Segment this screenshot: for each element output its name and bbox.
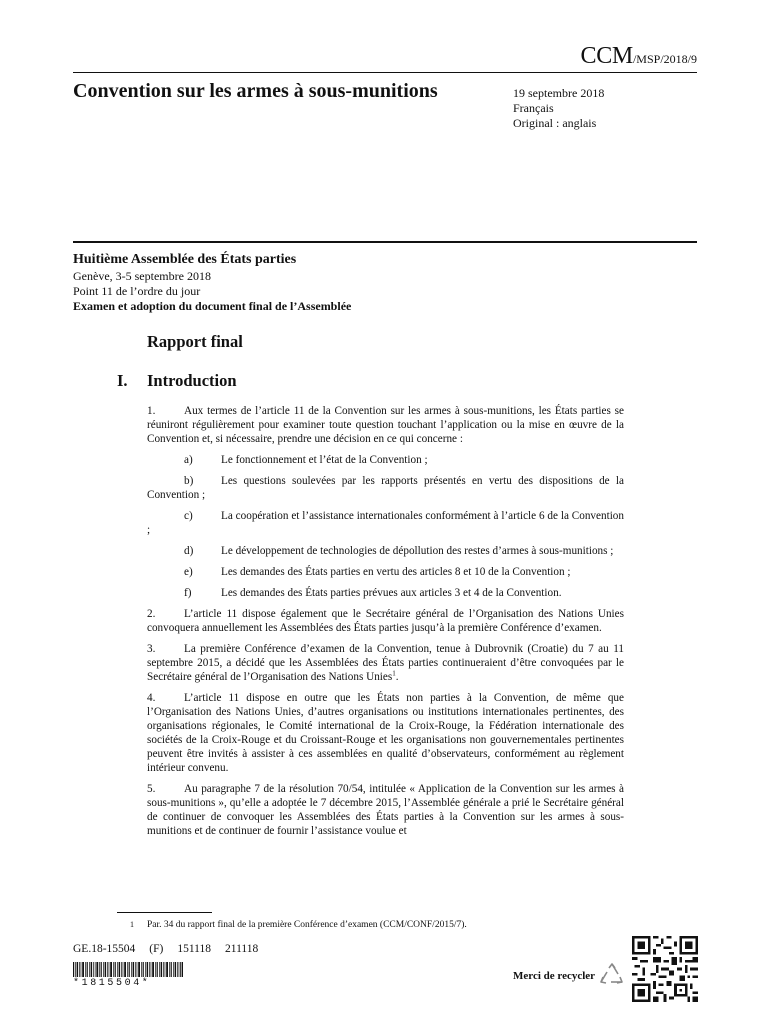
paragraph-2 bbox=[147, 607, 624, 635]
symbol-main: CCM bbox=[580, 43, 633, 69]
list-text: La coopération et l’assistance internationales conformément à l’article 6 de la Convention ; bbox=[147, 510, 624, 536]
paragraph-number: 2. bbox=[147, 608, 156, 620]
list-letter: e) bbox=[184, 566, 193, 578]
document-body bbox=[147, 404, 624, 845]
paragraph-3 bbox=[147, 642, 624, 684]
agenda-item: Point 11 de l’ordre du jour bbox=[73, 284, 201, 298]
job-number: GE.18-15504 bbox=[73, 943, 136, 955]
document-date: 19 septembre 2018 bbox=[513, 86, 605, 100]
paragraph-4 bbox=[147, 691, 624, 775]
list-letter: a) bbox=[184, 454, 193, 466]
report-title: Rapport final bbox=[147, 332, 243, 351]
list-item bbox=[147, 565, 624, 579]
list-text: Les demandes des États parties prévues aux articles 3 et 4 de la Convention. bbox=[221, 587, 562, 599]
convention-title: Convention sur les armes à sous-munitions bbox=[73, 80, 438, 102]
header-rule bbox=[73, 72, 697, 73]
list-item bbox=[147, 474, 624, 502]
job-language: (F) bbox=[149, 943, 164, 955]
paragraph-text: La première Conférence d’examen de la Convention, tenue à Dubrovnik (Croatie) du 7 au 11 septembre 2015, a décidé que les Assemblées des États parties continueraient d’être convoquées par le Secrétaire général de l’Organisation des Nations Unies bbox=[147, 643, 624, 683]
list-item bbox=[147, 509, 624, 537]
qr-code-image bbox=[632, 936, 698, 1002]
symbol-suffix: /MSP/2018/9 bbox=[632, 52, 697, 66]
paragraph-text: L’article 11 dispose également que le Secrétaire général de l’Organisation des Nations Unies convoquera annuellement les Assemblées des États parties jusqu’à la première Conférence d’examen. bbox=[147, 608, 624, 634]
paragraph-text: Aux termes de l’article 11 de la Convention sur les armes à sous-munitions, les États parties se réuniront régulièrement pour examiner toute question touchant l’application ou la mise en œuvre de la Convention et, si nécessaire, prendre une décision en ce qui concerne : bbox=[147, 405, 624, 445]
job-date-1: 151118 bbox=[177, 943, 212, 955]
list-letter: b) bbox=[184, 475, 194, 487]
list-text: Le fonctionnement et l’état de la Convention ; bbox=[221, 454, 428, 466]
paragraph-number: 4. bbox=[147, 692, 156, 704]
job-date-2: 211118 bbox=[225, 943, 259, 955]
list-letter: f) bbox=[184, 587, 192, 599]
job-number-line bbox=[73, 943, 272, 955]
footnote-mark: 1 bbox=[130, 920, 134, 929]
meeting-title: Huitième Assemblée des États parties bbox=[73, 252, 297, 267]
section-title: Introduction bbox=[147, 371, 237, 390]
paragraph-number: 3. bbox=[147, 643, 156, 655]
document-meta bbox=[513, 86, 604, 131]
footnote-text: Par. 34 du rapport final de la première Conférence d’examen (CCM/CONF/2015/7). bbox=[147, 920, 467, 930]
paragraph-1 bbox=[147, 404, 624, 446]
list-item bbox=[147, 453, 624, 467]
barcode-image bbox=[73, 962, 183, 977]
paragraph-number: 1. bbox=[147, 405, 156, 417]
recycle-icon bbox=[598, 962, 626, 990]
meeting-info bbox=[73, 251, 573, 314]
list-text: Le développement de technologies de dépollution des restes d’armes à sous-munitions ; bbox=[221, 545, 614, 557]
section-rule bbox=[73, 241, 697, 243]
list-text: Les questions soulevées par les rapports présentés en vertu des dispositions de la Convention ; bbox=[147, 475, 624, 501]
paragraph-text: L’article 11 dispose en outre que les États non parties à la Convention, de même que l’Organisation des Nations Unies, d’autres organisations ou institutions internationales pertinentes, des organisations régionales, le Comité international de la Croix-Rouge, la Fédération internationale des sociétés de la Croix-Rouge et du Croissant-Rouge et les organisations non gouvernementales pertinentes peuvent être invités à assister à ces assemblées en qualité d’observateurs, conformément au règlement intérieur convenu. bbox=[147, 692, 624, 774]
paragraph-end: . bbox=[395, 671, 399, 683]
paragraph-text: Au paragraphe 7 de la résolution 70/54, intitulée « Application de la Convention sur les armes à sous-munitions », qu’elle a adoptée le 7 décembre 2015, l’Assemblée générale a prié le Secrétaire général de continuer de convoquer les Assemblées des États parties à la Convention sur les armes à sous-munitions et de continuer de fournir l’assistance voulue et bbox=[147, 783, 624, 837]
meeting-place-date: Genève, 3-5 septembre 2018 bbox=[73, 269, 211, 283]
paragraph-5 bbox=[147, 782, 624, 838]
document-language: Français bbox=[513, 101, 554, 115]
list-item bbox=[147, 544, 624, 558]
footnote-rule bbox=[117, 912, 212, 913]
document-original: Original : anglais bbox=[513, 116, 597, 130]
paragraph-number: 5. bbox=[147, 783, 156, 795]
section-heading bbox=[117, 371, 237, 391]
list-item bbox=[147, 586, 624, 600]
document-symbol bbox=[581, 43, 698, 70]
footnote bbox=[130, 920, 467, 930]
barcode-number: *1815504* bbox=[73, 978, 151, 989]
agenda-title: Examen et adoption du document final de l’Assemblée bbox=[73, 299, 352, 313]
list-letter: c) bbox=[184, 510, 193, 522]
list-text: Les demandes des États parties en vertu des articles 8 et 10 de la Convention ; bbox=[221, 566, 571, 578]
recycle-label: Merci de recycler bbox=[513, 970, 596, 982]
footnote-reference[interactable]: 1 bbox=[392, 669, 396, 678]
section-number: I. bbox=[117, 371, 128, 390]
list-letter: d) bbox=[184, 545, 194, 557]
